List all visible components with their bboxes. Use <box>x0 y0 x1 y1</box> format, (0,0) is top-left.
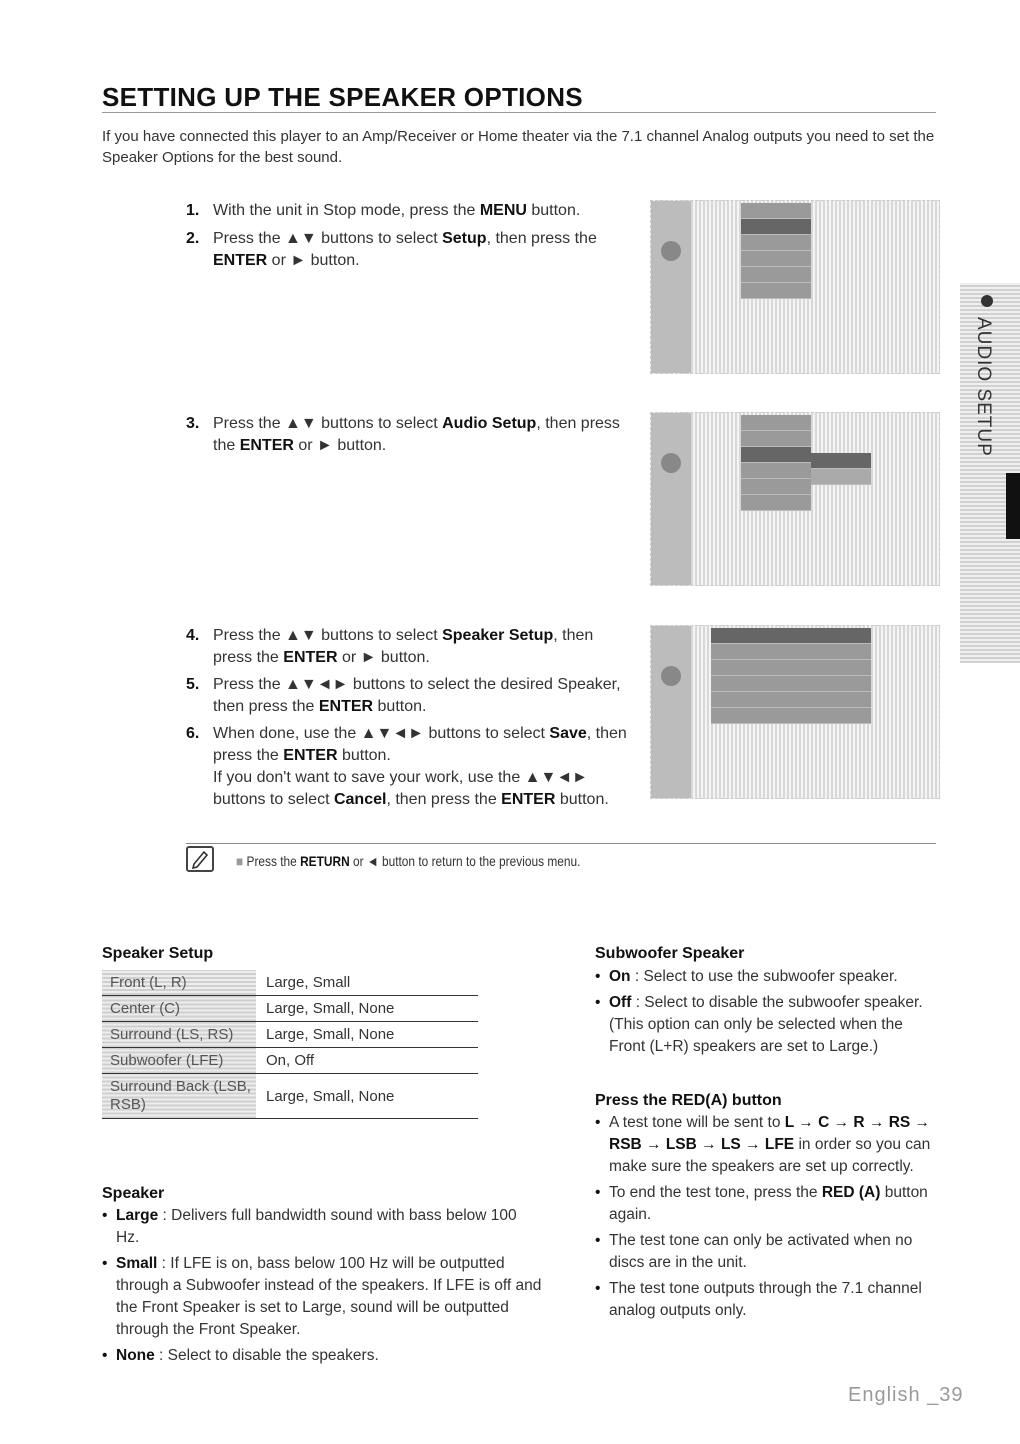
list-item: • Large : Delivers full bandwidth sound with bass below 100 Hz. <box>102 1205 542 1249</box>
section-dot-icon <box>981 295 993 307</box>
section-marker <box>1006 473 1020 539</box>
page-number: English _39 <box>848 1384 964 1406</box>
list-item: • Small : If LFE is on, bass below 100 Hz will be outputted through a Subwoofer instead of the speakers. If LFE is off and the Front Speaker is set to Large, sound will be outputted through the Front Speaker. <box>102 1253 542 1341</box>
speaker-setup-heading: Speaker Setup <box>102 945 214 962</box>
note-icon <box>186 846 214 872</box>
table-row: Surround (LS, RS) Large, Small, None <box>102 1022 478 1048</box>
list-item: • The test tone outputs through the 7.1 channel analog outputs only. <box>595 1278 940 1322</box>
page-title: SETTING UP THE SPEAKER OPTIONS <box>102 82 583 112</box>
setup-icon <box>661 666 681 686</box>
list-item: • None : Select to disable the speakers. <box>102 1345 542 1367</box>
red-button-list <box>595 1112 940 1326</box>
note-divider <box>186 843 936 844</box>
table-row: Subwoofer (LFE) On, Off <box>102 1048 478 1074</box>
intro-text: If you have connected this player to an Amp/Receiver or Home theater via the 7.1 channel Analog outputs you need to set the Speaker Options for the best sound. <box>102 128 935 166</box>
speaker-list <box>102 1205 542 1371</box>
note-text: ■ Press the RETURN or ◄ button to return to the previous menu. <box>236 853 581 869</box>
audio-setup-side-tab <box>960 283 1020 663</box>
subwoofer-heading: Subwoofer Speaker <box>595 945 745 962</box>
speaker-setup-screenshot <box>650 625 940 799</box>
table-row: Center (C) Large, Small, None <box>102 996 478 1022</box>
table-row: Surround Back (LSB, RSB) Large, Small, None <box>102 1074 478 1119</box>
setup-icon <box>661 453 681 473</box>
setup-icon <box>661 241 681 261</box>
subwoofer-list <box>595 966 940 1062</box>
speaker-heading: Speaker <box>102 1185 165 1202</box>
list-item: • The test tone can only be activated when no discs are in the unit. <box>595 1230 940 1274</box>
audio-setup-screenshot <box>650 412 940 586</box>
setup-menu-screenshot <box>650 200 940 374</box>
list-item: • To end the test tone, press the RED (A) button again. <box>595 1182 940 1226</box>
title-divider <box>102 112 936 113</box>
list-item: • A test tone will be sent to L → C → R → RS → RSB → LSB → LS → LFE in order so you can make sure the speakers are set up correctly. <box>595 1112 940 1178</box>
table-row: Front (L, R) Large, Small <box>102 970 478 996</box>
speaker-setup-table <box>102 970 478 1119</box>
list-item: • On : Select to use the subwoofer speaker. <box>595 966 940 988</box>
list-item: • Off : Select to disable the subwoofer speaker. (This option can only be selected when the Front (L+R) speakers are set to Large.) <box>595 992 940 1058</box>
side-tab-label: AUDIO SETUP <box>973 317 994 457</box>
red-button-heading: Press the RED(A) button <box>595 1092 782 1109</box>
